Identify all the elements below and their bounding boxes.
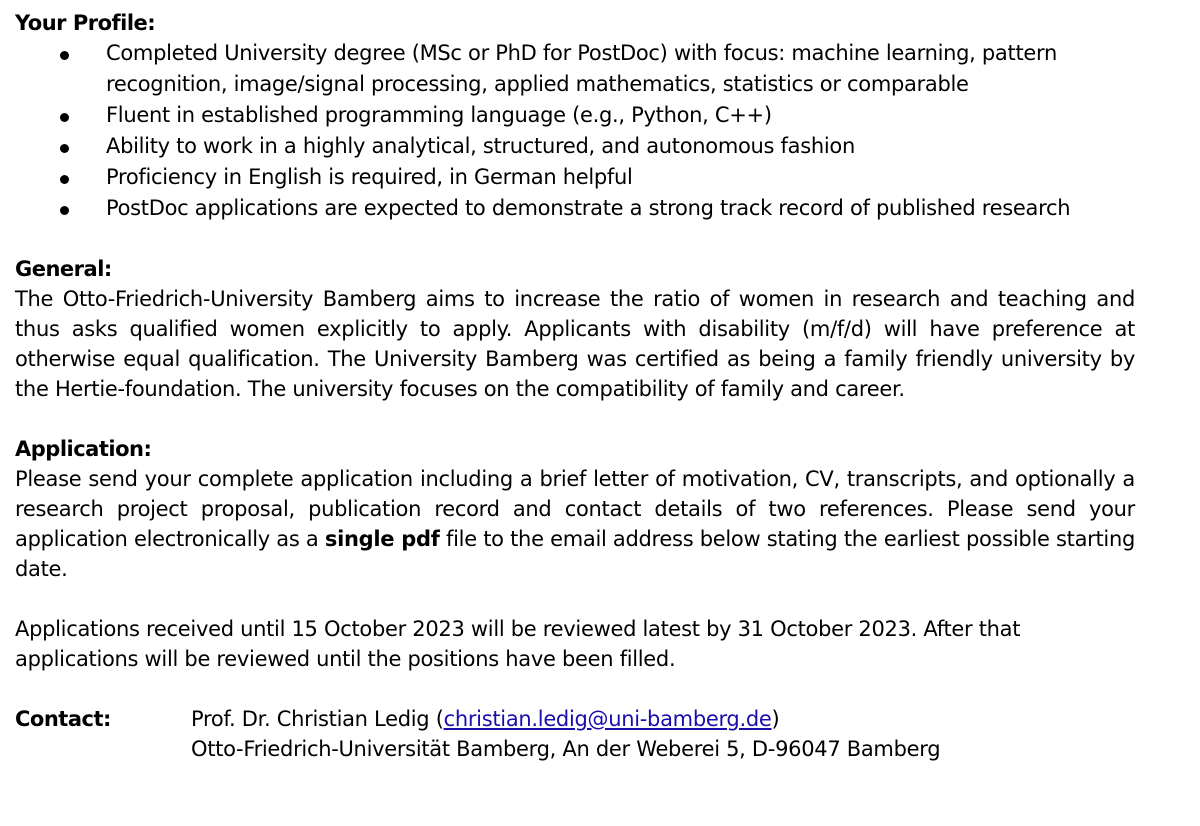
- contact-block: [15, 704, 1135, 764]
- contact-name: Prof. Dr. Christian Ledig: [191, 707, 430, 731]
- contact-label: Contact:: [15, 707, 111, 731]
- list-item: [15, 38, 1135, 100]
- contact-details: [191, 704, 1135, 764]
- profile-item-text: Ability to work in a highly analytical, structured, and autonomous fashion: [106, 134, 855, 158]
- contact-line-name: [191, 704, 1135, 734]
- profile-item-text: PostDoc applications are expected to demonstrate a strong track record of published research: [106, 196, 1071, 220]
- deadline-paragraph: Applications received until 15 October 2023 will be reviewed latest by 31 October 2023. After that applications will be reviewed until the positions have been filled.: [15, 617, 1021, 671]
- contact-address: Otto-Friedrich-Universität Bamberg, An der Weberei 5, D-96047 Bamberg: [191, 737, 941, 761]
- general-heading: General:: [15, 257, 112, 281]
- profile-list: [15, 38, 1135, 224]
- contact-email-link[interactable]: christian.ledig@uni-bamberg.de: [443, 707, 772, 731]
- job-posting-document: [15, 8, 1135, 764]
- section-spacer: [15, 224, 1135, 254]
- paren-open: (: [429, 707, 444, 731]
- paren-close: ): [771, 707, 780, 731]
- profile-item-text: Completed University degree (MSc or PhD for PostDoc) with focus: machine learning, pattern recognition, image/signal processing, applied mathematics, statistics or comparable: [106, 41, 1057, 96]
- bullet-icon: [60, 206, 69, 215]
- bullet-icon: [60, 113, 69, 122]
- bullet-icon: [60, 175, 69, 184]
- list-item: [15, 193, 1135, 224]
- bullet-icon: [60, 51, 69, 60]
- section-spacer: [15, 584, 1135, 614]
- bullet-icon: [60, 144, 69, 153]
- profile-item-text: Proficiency in English is required, in German helpful: [106, 165, 633, 189]
- section-spacer: [15, 404, 1135, 434]
- profile-item-text: Fluent in established programming language (e.g., Python, C++): [106, 103, 772, 127]
- application-paragraph: [15, 464, 1135, 584]
- list-item: [15, 162, 1135, 193]
- list-item: [15, 131, 1135, 162]
- application-text-end: file to the email address below stating the earliest possible starting date.: [15, 527, 1136, 581]
- section-spacer: [15, 674, 1135, 704]
- list-item: [15, 100, 1135, 131]
- profile-heading: Your Profile:: [15, 11, 156, 35]
- application-text-start: Please send your complete application including a brief letter of motivation, CV, transcripts, and optionally a research project proposal, publication record and contact details of two references. Please send your application electronically as a: [15, 467, 1135, 551]
- general-paragraph: The Otto-Friedrich-University Bamberg aims to increase the ratio of women in research and teaching and thus asks qualified women explicitly to apply. Applicants with disability (m/f/d) will have preference at otherwise equal qualification. The University Bamberg was certified as being a family friendly university by the Hertie-foundation. The university focuses on the compatibility of family and career.: [15, 287, 1135, 401]
- application-heading: Application:: [15, 437, 152, 461]
- single-pdf-emphasis: single pdf: [324, 527, 440, 551]
